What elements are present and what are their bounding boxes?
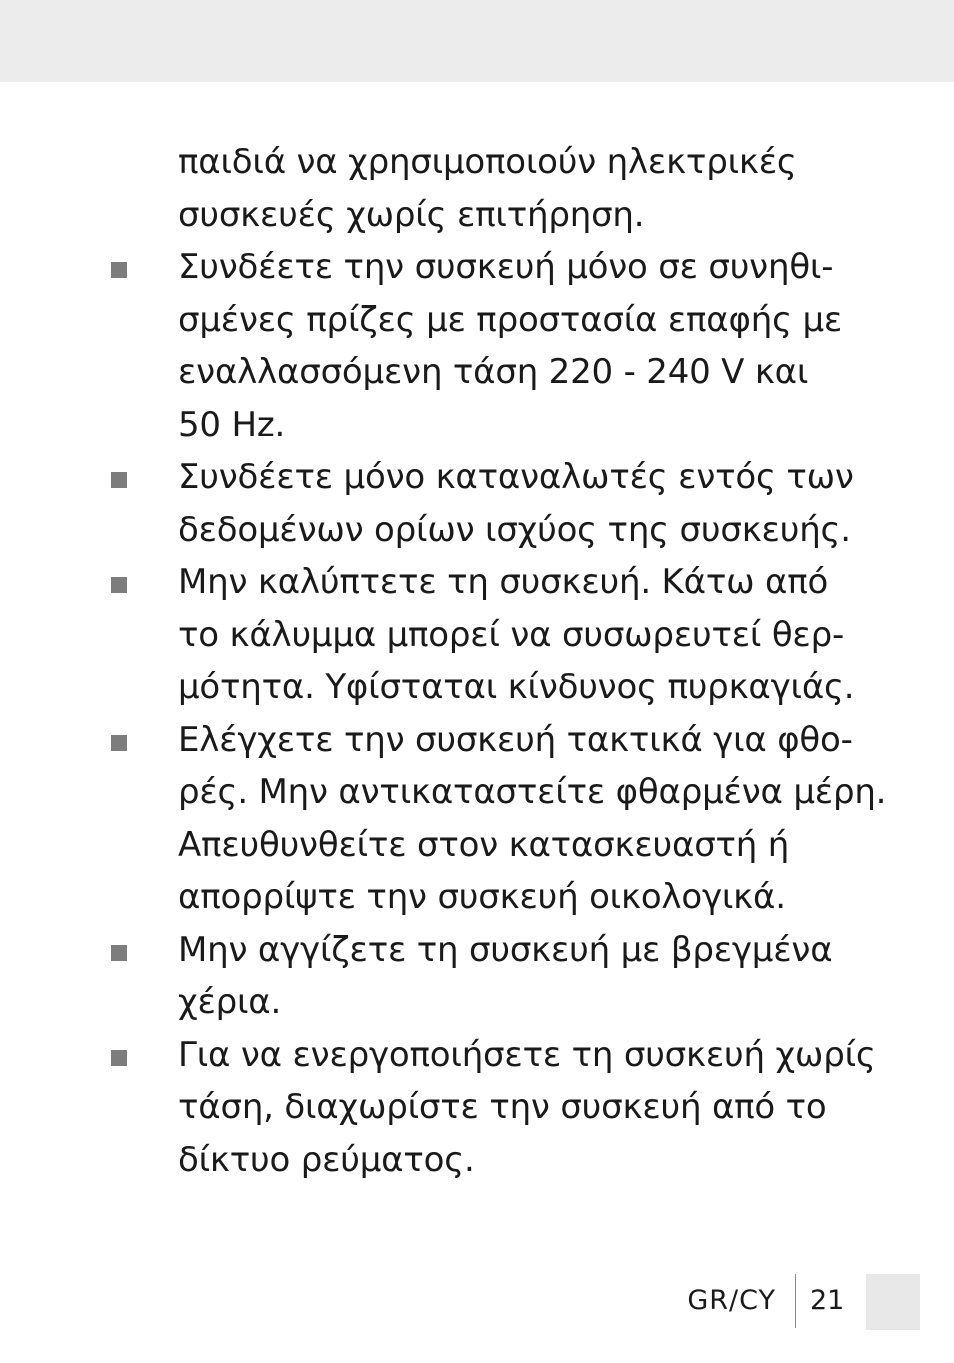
text-line [178,1081,868,1134]
page-footer [0,1272,954,1330]
line-text: συσκευές χωρίς επιτήρηση. [178,194,645,235]
footer-tab-marker [866,1274,920,1330]
bullet-square-icon [111,472,127,488]
text-line [178,819,868,872]
line-text: παιδιά να χρησιμοποιούν ηλεκτρικές [178,142,797,182]
line-text: 50 Hz. [178,404,286,445]
text-line [178,346,868,399]
footer-divider [795,1274,796,1328]
line-text: το κάλυμμα μπορεί να συσωρευτεί θερ- [178,614,845,655]
line-text: Συνδέετε μόνο καταναλωτές εντός των [178,457,854,497]
line-text: Μην αγγίζετε τη συσκευή με βρεγμένα [178,929,833,970]
text-line [178,871,868,924]
footer-language-code: GR/CY [687,1285,776,1316]
bullet-line [178,241,868,294]
bullet-square-icon [111,735,127,751]
text-line [178,189,868,242]
bullet-square-icon [111,262,127,278]
page-body [178,136,887,1186]
line-text: εναλλασσόμενη τάση 220 - 240 V και [178,352,809,392]
line-text: Ελέγχετε την συσκευή τακτικά για φθο- [178,719,853,760]
line-text: δεδομένων ορίων ισχύος της συσκευής. [178,509,851,550]
page-number: 21 [810,1285,845,1316]
line-text: χέρια. [178,982,282,1022]
bullet-line [178,714,868,767]
bullet-square-icon [111,1050,127,1066]
text-line [178,1134,868,1187]
line-text: Για να ενεργοποιήσετε τη συσκευή χωρίς [178,1034,876,1075]
text-line [178,504,868,557]
header-band [0,0,954,82]
line-text: απορρίψτε την συσκευή οικολογικά. [178,877,786,917]
bullet-line [178,451,868,504]
bullet-square-icon [111,945,127,961]
line-text: Συνδέετε την συσκευή μόνο σε συνηθι- [178,247,834,287]
bullet-square-icon [111,577,127,593]
line-text: Απευθυνθείτε στον κατασκευαστή ή [178,824,790,865]
line-text: μότητα. Υφίσταται κίνδυνος πυρκαγιάς. [178,667,855,707]
text-line [178,661,868,714]
bullet-line [178,556,868,609]
line-text: ρές. Μην αντικαταστείτε φθαρμένα μέρη. [178,772,887,812]
line-text: δίκτυο ρεύματος. [178,1139,475,1180]
bullet-line [178,1029,876,1082]
text-line [178,294,868,347]
bullet-line [178,924,868,977]
line-text: Μην καλύπτετε τη συσκευή. Κάτω από [178,562,829,602]
line-text: σμένες πρίζες με προστασία επαφής με [178,299,843,340]
text-line [178,136,868,189]
text-line [178,399,868,452]
text-line [178,976,868,1029]
line-text: τάση, διαχωρίστε την συσκευή από το [178,1087,827,1127]
text-line [178,609,868,662]
text-line [178,766,887,819]
